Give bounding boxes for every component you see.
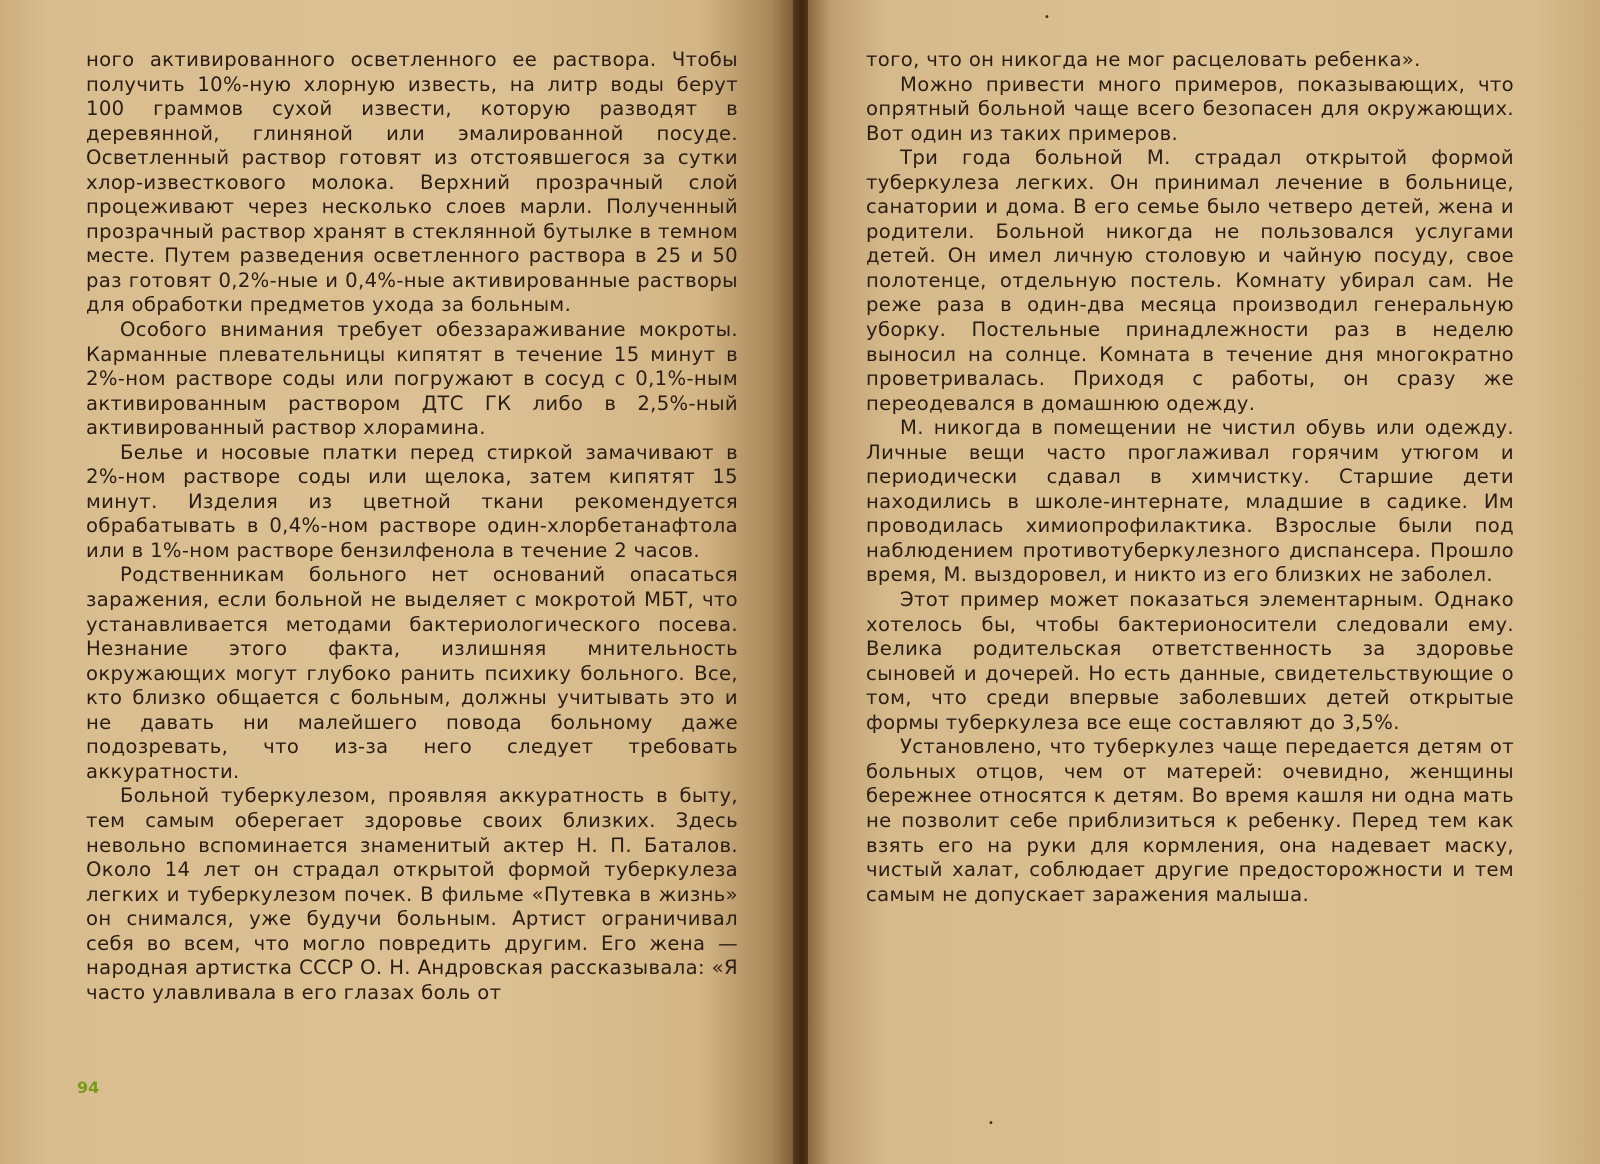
paragraph: Родственникам больного нет оснований опасаться заражения, если больной не выделяет с мокротой МБТ, что устанавливается методами бактериологического посева. Незнание этого факта, излишняя мнительность окружающих могут глубоко ранить психику больного. Все, кто близко общается с больным, должны учитывать это и не давать ни малейшего повода больному даже подозревать, что из-за него следует требовать аккуратности.	[86, 563, 738, 783]
paragraph: Три года больной М. страдал открытой формой туберкулеза легких. Он принимал лечение в больнице, санатории и дома. В его семье было четверо детей, жена и родители. Больной никогда не пользовался услугами детей. Он имел личную столовую и чайную посуду, свое полотенце, отдельную постель. Комнату убирал сам. Не реже раза в один-два месяца производил генеральную уборку. Постельные принадлежности раз в неделю выносил на солнце. Комната в течение дня многократно проветривалась. Приходя с работы, он сразу же переодевался в домашнюю одежду.	[866, 146, 1514, 415]
paragraph: ного активированного осветленного ее раствора. Чтобы получить 10%-ную хлорную известь, на литр воды берут 100 граммов сухой извести, которую разводят в деревянной, глиняной или эмалированной посуде. Осветленный раствор готовят из отстоявшегося за сутки хлор-известкового молока. Верхний прозрачный слой процеживают через несколько слоев марли. Полученный прозрачный раствор хранят в стеклянной бутылке в темном месте. Путем разведения осветленного раствора в 25 и 50 раз готовят 0,2%-ные и 0,4%-ные активированные растворы для обработки предметов ухода за больным.	[86, 48, 738, 317]
paragraph: Этот пример может показаться элементарным. Однако хотелось бы, чтобы бактерионосители следовали ему. Велика родительская ответственность за здоровье сыновей и дочерей. Но есть данные, свидетельствующие о том, что среди впервые заболевших детей открытые формы туберкулеза все еще составляют до 3,5%.	[866, 588, 1514, 734]
page-number: 94	[77, 1078, 100, 1097]
paragraph: Белье и носовые платки перед стиркой замачивают в 2%-ном растворе соды или щелока, затем кипятят 15 минут. Изделия из цветной ткани рекомендуется обрабатывать в 0,4%-ном растворе один-хлорбетанафтола или в 1%-ном растворе бензилфенола в течение 2 часов.	[86, 440, 738, 562]
right-page-text	[866, 48, 1514, 907]
right-page	[808, 0, 1600, 1164]
left-page-text	[86, 48, 738, 1005]
left-page	[0, 0, 795, 1164]
paragraph: Больной туберкулезом, проявляя аккуратность в быту, тем самым оберегает здоровье своих близких. Здесь невольно вспоминается знаменитый актер Н. П. Баталов. Около 14 лет он страдал открытой формой туберкулеза легких и туберкулезом почек. В фильме «Путевка в жизнь» он снимался, уже будучи больным. Артист ограничивал себя во всем, что могло повредить другим. Его жена — народная артистка СССР О. Н. Андровская рассказывала: «Я часто улавливала в его глазах боль от	[86, 784, 738, 1004]
paragraph: Особого внимания требует обеззараживание мокроты. Карманные плевательницы кипятят в течение 15 минут в 2%-ном растворе соды или погружают в сосуд с 0,1%-ным активированным раствором ДТС ГК либо в 2,5%-ный активированный раствор хлорамина.	[86, 318, 738, 440]
paragraph: Установлено, что туберкулез чаще передается детям от больных отцов, чем от матерей: очевидно, женщины бережнее относятся к детям. Во время кашля ни одна мать не позволит себе приблизиться к ребенку. Перед тем как взять его на руки для кормления, она надевает маску, чистый халат, соблюдает другие предосторожности и тем самым не допускает заражения малыша.	[866, 735, 1514, 906]
paper-speck: •	[988, 1118, 994, 1129]
paper-speck: •	[1044, 12, 1050, 23]
paragraph: Можно привести много примеров, показывающих, что опрятный больной чаще всего безопасен для окружающих. Вот один из таких примеров.	[866, 72, 1514, 145]
paragraph: того, что он никогда не мог расцеловать ребенка».	[866, 48, 1421, 71]
paragraph: М. никогда в помещении не чистил обувь или одежду. Личные вещи часто проглаживал горячим утюгом и периодически сдавал в химчистку. Старшие дети находились в школе-интернате, младшие в садике. Им проводилась химиопрофилактика. Взрослые были под наблюдением противотуберкулезного диспансера. Прошло время, М. выздоровел, и никто из его близких не заболел.	[866, 416, 1514, 587]
